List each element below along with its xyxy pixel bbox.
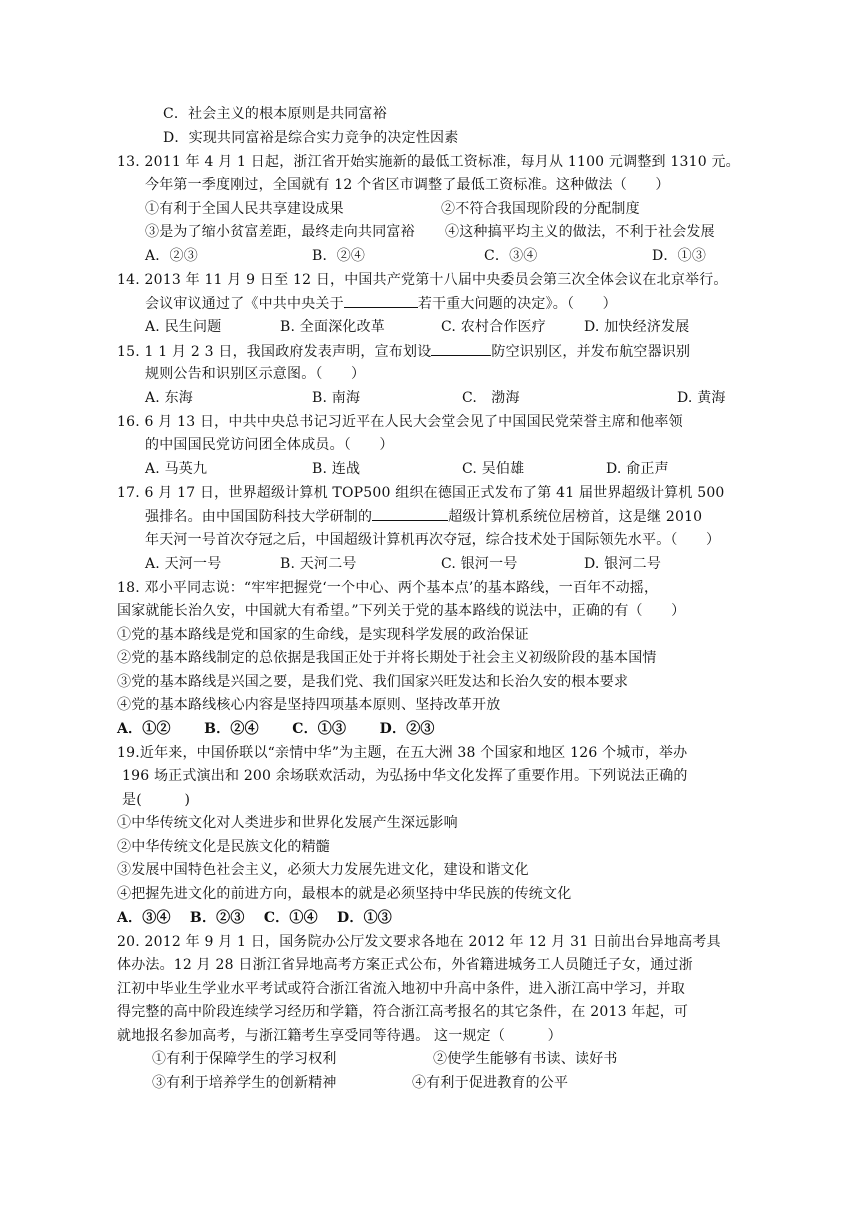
q17-option-a: A. 天河一号 <box>145 556 222 572</box>
q17-stem-part1: 强排名。由中国国防科技大学研制的 <box>145 509 373 525</box>
q18-statement-4: ④党的基本路线核心内容是坚持四项基本原则、坚持改革开放 <box>117 697 501 713</box>
q16-stem-line2: 的中国国民党访问团全体成员。（ ） <box>145 437 394 453</box>
q14-option-a: A. 民生问题 <box>145 319 222 335</box>
q15-stem-part2: 防空识别区，并发布航空器识别 <box>491 344 691 360</box>
q14-stem-part1: 会议审议通过了《中共中央关于 <box>145 296 344 312</box>
q19-options: A．③④ B．②③ C．①④ D．①③ <box>117 910 392 926</box>
q15-stem-part1: 15. 1 1 月 2 3 日，我国政府发表声明，宣布划设 <box>117 344 432 360</box>
q19-stem-line1: 19.近年来，中国侨联以“亲情中华”为主题，在五大洲 38 个国家和地区 126 个城市，举办 <box>117 745 688 761</box>
q13-option-c: C．③④ <box>484 248 538 264</box>
q14-option-c: C. 农村合作医疗 <box>441 319 546 335</box>
q13-option-d: D．①③ <box>652 248 707 264</box>
q17-stem-line3: 年天河一号首次夺冠之后，中国超级计算机再次夺冠，综合技术处于国际领先水平。（ ） <box>145 532 721 548</box>
q17-stem-part2: 超级计算机系统位居榜首，这是继 2010 <box>448 509 703 525</box>
q20-stem-line3: 江初中毕业生学业水平考试或符合浙江省流入地初中升高中条件，进入浙江高中学习，并取 <box>117 981 685 997</box>
q20-stem-line5: 就地报名参加高考，与浙江籍考生享受同等待遇。 这一规定（ ） <box>117 1028 562 1044</box>
q20-statement-1: ①有利于保障学生的学习权利 <box>152 1051 337 1067</box>
q16-option-d: D. 俞正声 <box>606 461 669 477</box>
q14-option-b: B. 全面深化改革 <box>280 319 385 335</box>
q17-stem-line1: 17. 6 月 17 日，世界超级计算机 TOP500 组织在德国正式发布了第 41 届世界超级计算机 500 <box>117 485 725 501</box>
q14-stem-line1: 14. 2013 年 11 月 9 日至 12 日，中国共产党第十八届中央委员会第三次全体会议在北京举行。 <box>117 272 728 288</box>
q15-option-a: A. 东海 <box>145 390 194 406</box>
q15-option-c: C. 渤海 <box>462 390 520 406</box>
q13-statement-1: ①有利于全国人民共享建设成果 <box>145 201 344 217</box>
q15-option-b: B. 南海 <box>312 390 361 406</box>
q19-statement-1: ①中华传统文化对人类进步和世界化发展产生深远影响 <box>117 815 458 831</box>
q17-answer-blank <box>372 506 448 521</box>
q15-option-d: D. 黄海 <box>677 390 726 406</box>
q17-option-d: D. 银河二号 <box>584 556 662 572</box>
q20-stem-line4: 得完整的高中阶段连续学习经历和学籍，符合浙江高考报名的其它条件，在 2013 年起，可 <box>117 1004 689 1020</box>
q18-stem-line2: 国家就能长治久安，中国就大有希望。”下列关于党的基本路线的说法中，正确的有（ ） <box>117 603 686 619</box>
q19-statement-3: ③发展中国特色社会主义，必须大力发展先进文化，建设和谐文化 <box>117 862 529 878</box>
q15-stem-line2: 规则公告和识别区示意图。（ ） <box>145 366 366 382</box>
q19-stem-line3: 是( ) <box>122 792 191 808</box>
q20-statement-4: ④有利于促进教育的公平 <box>412 1075 569 1091</box>
q14-option-d: D. 加快经济发展 <box>584 319 690 335</box>
q13-statement-3: ③是为了缩小贫富差距，最终走向共同富裕 <box>145 224 415 240</box>
q13-option-b: B．②④ <box>312 248 366 264</box>
q13-stem-line2: 今年第一季度刚过，全国就有 12 个省区市调整了最低工资标准。这种做法（ ） <box>145 177 670 193</box>
q13-option-a: A．②③ <box>145 248 198 264</box>
q12-option-d: D．实现共同富裕是综合实力竞争的决定性因素 <box>163 130 459 146</box>
q17-option-b: B. 天河二号 <box>280 556 357 572</box>
q20-stem-line1: 20. 2012 年 9 月 1 日，国务院办公厅发文要求各地在 2012 年 12 月 31 日前出台异地高考具 <box>117 934 721 950</box>
q12-option-c: C．社会主义的根本原则是共同富裕 <box>163 106 387 122</box>
q16-stem-line1: 16. 6 月 13 日，中共中央总书记习近平在人民大会堂会见了中国国民党荣誉主席和他率领 <box>117 414 683 430</box>
q18-statement-1: ①党的基本路线是党和国家的生命线，是实现科学发展的政治保证 <box>117 627 529 643</box>
q15-answer-blank <box>431 341 491 356</box>
q18-statement-2: ②党的基本路线制定的总依据是我国正处于并将长期处于社会主义初级阶段的基本国情 <box>117 650 657 666</box>
q16-option-b: B. 连战 <box>312 461 361 477</box>
q19-statement-4: ④把握先进文化的前进方向，最根本的就是必须坚持中华民族的传统文化 <box>117 886 572 902</box>
q16-option-c: C. 吴伯雄 <box>462 461 525 477</box>
q17-stem-line2 <box>145 506 702 527</box>
q20-stem-line2: 体办法。12 月 28 日浙江省异地高考方案正式公布，外省籍进城务工人员随迁子女，通过浙 <box>117 957 693 973</box>
q14-stem-part2: 若干重大问题的决定》。（ ） <box>417 296 617 312</box>
q13-statement-2: ②不符合我国现阶段的分配制度 <box>441 201 640 217</box>
q18-statement-3: ③党的基本路线是兴国之要，是我们党、我们国家兴旺发达和长治久安的根本要求 <box>117 674 629 690</box>
q17-option-c: C. 银河一号 <box>441 556 518 572</box>
q16-option-a: A. 马英九 <box>145 461 208 477</box>
q13-statement-4: ④这种搞平均主义的做法，不利于社会发展 <box>445 224 715 240</box>
q14-stem-line2 <box>145 293 617 314</box>
q15-stem-line1 <box>117 341 690 362</box>
q19-stem-line2: 196 场正式演出和 200 余场联欢活动，为弘扬中华文化发挥了重要作用。下列说法正确的 <box>122 768 688 784</box>
q18-options: A．①② B．②④ C．①③ D．②③ <box>117 721 435 737</box>
q14-answer-blank <box>344 293 418 308</box>
q13-stem-line1: 13. 2011 年 4 月 1 日起，浙江省开始实施新的最低工资标准，每月从 1100 元调整到 1310 元。 <box>117 154 740 170</box>
q20-statement-3: ③有利于培养学生的创新精神 <box>152 1075 337 1091</box>
q19-statement-2: ②中华传统文化是民族文化的精髓 <box>117 839 330 855</box>
q20-statement-2: ②使学生能够有书读、读好书 <box>433 1051 618 1067</box>
q18-stem-line1: 18. 邓小平同志说：“牢牢把握党‘一个中心、两个基本点’的基本路线，一百年不动摇， <box>117 580 659 596</box>
